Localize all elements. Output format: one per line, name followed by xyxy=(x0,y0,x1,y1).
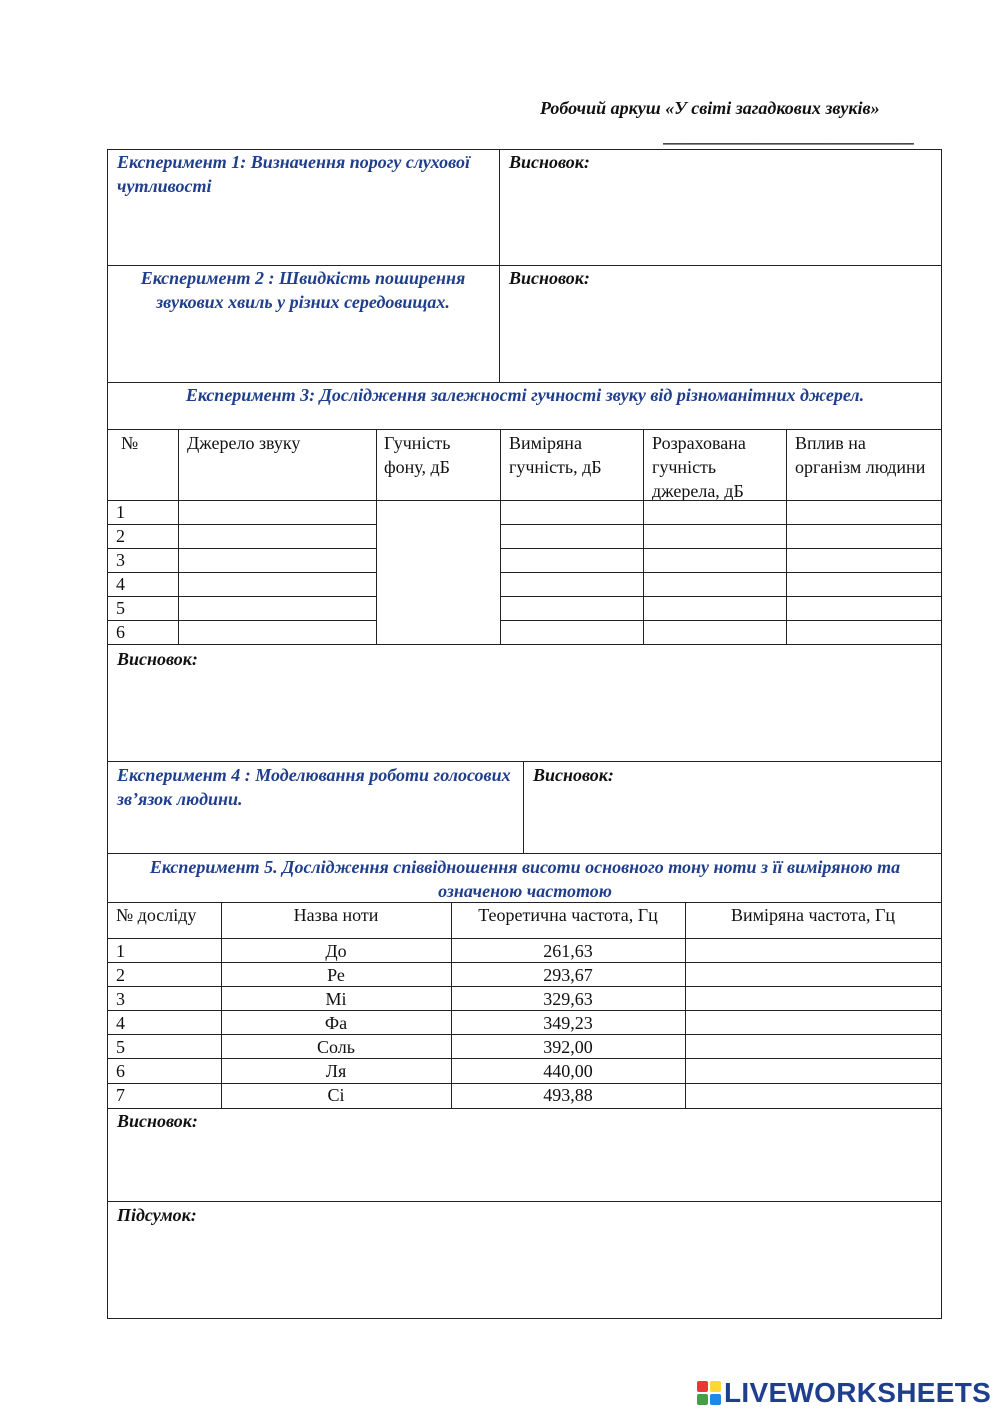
exp5-measured-input[interactable] xyxy=(688,1060,938,1082)
exp2-conclusion-label: Висновок: xyxy=(509,268,590,288)
exp5-theoretical-frequency: 493,88 xyxy=(543,1085,593,1105)
exp3-header-impact: Вплив на організм людини xyxy=(795,433,926,477)
liveworksheets-watermark: LIVEWORKSHEETS xyxy=(724,1377,992,1408)
exp3-row-number: 3 xyxy=(116,550,125,570)
exp3-row-number: 4 xyxy=(116,574,125,594)
exp4-conclusion-label: Висновок: xyxy=(533,765,614,785)
exp3-table-bottom xyxy=(107,644,942,645)
exp5-note-name: Ре xyxy=(327,965,345,985)
exp3-row-line xyxy=(500,572,941,573)
exp5-header-note: Назва ноти xyxy=(293,905,379,925)
exp5-measured-input[interactable] xyxy=(688,1036,938,1057)
exp3-row-number: 5 xyxy=(116,598,125,618)
exp3-header-number: № xyxy=(121,433,139,453)
exp5-row-line xyxy=(107,938,942,939)
exp3-col-line xyxy=(500,429,501,644)
exp5-row-number: 4 xyxy=(116,1013,125,1033)
exp5-measured-input[interactable] xyxy=(688,964,938,985)
exp3-row-line xyxy=(107,548,377,549)
exp5-header-number: № досліду xyxy=(116,905,197,925)
exp1-title: Експеримент 1: Визначення порогу слухової чутливості xyxy=(117,152,470,196)
exp4-conclusion-field[interactable] xyxy=(529,789,935,847)
exp3-col-line xyxy=(786,429,787,644)
exp3-header-source: Джерело звуку xyxy=(187,433,301,453)
exp5-conclusion-bottom xyxy=(107,1201,942,1202)
exp5-measured-input[interactable] xyxy=(688,1012,938,1033)
frame-right xyxy=(941,149,942,1318)
exp1-conclusion-label: Висновок: xyxy=(509,152,590,172)
exp5-col-line xyxy=(685,902,686,1108)
exp5-theoretical-frequency: 392,00 xyxy=(543,1037,593,1057)
exp3-conclusion-field[interactable] xyxy=(113,673,935,755)
exp5-note-name: До xyxy=(325,941,347,961)
exp5-note-name: Ля xyxy=(325,1061,347,1081)
exp3-header-measured: Виміряна гучність, дБ xyxy=(509,433,602,477)
exp5-note-name: Соль xyxy=(317,1037,355,1057)
exp5-theoretical-frequency: 329,63 xyxy=(543,989,593,1009)
summary-field[interactable] xyxy=(113,1229,935,1313)
exp2-conclusion-field[interactable] xyxy=(505,292,935,376)
exp1-conclusion-field[interactable] xyxy=(505,176,935,260)
exp2-title: Експеримент 2 : Швидкість поширення звукових хвиль у різних середовищах. xyxy=(140,268,466,312)
exp3-row-line xyxy=(500,620,941,621)
exp3-col-line xyxy=(376,429,377,644)
exp3-conclusion-bottom xyxy=(107,761,942,762)
exp5-row-number: 3 xyxy=(116,989,125,1009)
exp5-note-name: Сі xyxy=(327,1085,345,1105)
exp5-note-name: Фа xyxy=(324,1013,348,1033)
exp5-header-measured: Виміряна частота, Гц xyxy=(731,905,895,925)
exp5-measured-input[interactable] xyxy=(688,988,938,1009)
liveworksheets-logo-icon xyxy=(697,1381,721,1405)
exp3-row-number: 6 xyxy=(116,622,125,642)
exp3-title: Експеримент 3: Дослідження залежності гучності звуку від різноманітних джерел. xyxy=(185,385,865,405)
exp3-row-line xyxy=(107,572,377,573)
exp4-title: Експеримент 4 : Моделювання роботи голосових зв’язок людини. xyxy=(117,765,511,809)
exp3-row-line xyxy=(107,524,377,525)
exp3-row-line xyxy=(107,596,377,597)
exp5-theoretical-frequency: 349,23 xyxy=(543,1013,593,1033)
exp5-row-number: 7 xyxy=(116,1085,125,1105)
exp5-row-number: 5 xyxy=(116,1037,125,1057)
exp3-row-number: 2 xyxy=(116,526,125,546)
exp4-divider xyxy=(523,761,524,853)
summary-label: Підсумок: xyxy=(117,1205,197,1225)
exp5-theoretical-frequency: 261,63 xyxy=(543,941,593,961)
exp3-header-background: Гучність фону, дБ xyxy=(384,433,451,477)
exp5-header-theoretical: Теоретична частота, Гц xyxy=(478,905,658,925)
exp5-conclusion-label: Висновок: xyxy=(117,1111,198,1131)
exp5-note-name: Мі xyxy=(325,989,347,1009)
exp3-row-number: 1 xyxy=(116,502,125,522)
exp3-row-line xyxy=(500,596,941,597)
exp5-table-bottom xyxy=(107,1108,942,1109)
exp5-title: Експеримент 5. Дослідження співвідношення висоти основного тону ноти з її виміряною та означеною частотою xyxy=(149,857,901,901)
exp5-conclusion-field[interactable] xyxy=(113,1135,935,1195)
exp5-row-number: 2 xyxy=(116,965,125,985)
exp3-table-top xyxy=(107,429,942,430)
exp3-row-line xyxy=(500,548,941,549)
worksheet-title: Робочий аркуш «У світі загадкових звуків» xyxy=(540,98,880,118)
exp3-row-line xyxy=(500,524,941,525)
exp5-theoretical-frequency: 293,67 xyxy=(543,965,593,985)
exp3-header-calculated: Розрахована гучність джерела, дБ xyxy=(652,433,746,501)
name-line: ____________________________ xyxy=(663,126,915,146)
exp3-row-line xyxy=(107,620,377,621)
exp3-conclusion-label: Висновок: xyxy=(117,649,198,669)
frame-bottom xyxy=(107,1318,942,1319)
exp5-measured-input[interactable] xyxy=(688,1085,938,1107)
frame-left xyxy=(107,149,108,1318)
exp5-theoretical-frequency: 440,00 xyxy=(543,1061,593,1081)
exp4-bottom-line xyxy=(107,853,942,854)
exp5-row-number: 6 xyxy=(116,1061,125,1081)
exp3-col-line xyxy=(643,429,644,644)
exp5-measured-input[interactable] xyxy=(688,940,938,961)
exp5-row-number: 1 xyxy=(116,941,125,961)
exp3-row-line xyxy=(107,500,942,501)
exp3-col-line xyxy=(178,429,179,644)
